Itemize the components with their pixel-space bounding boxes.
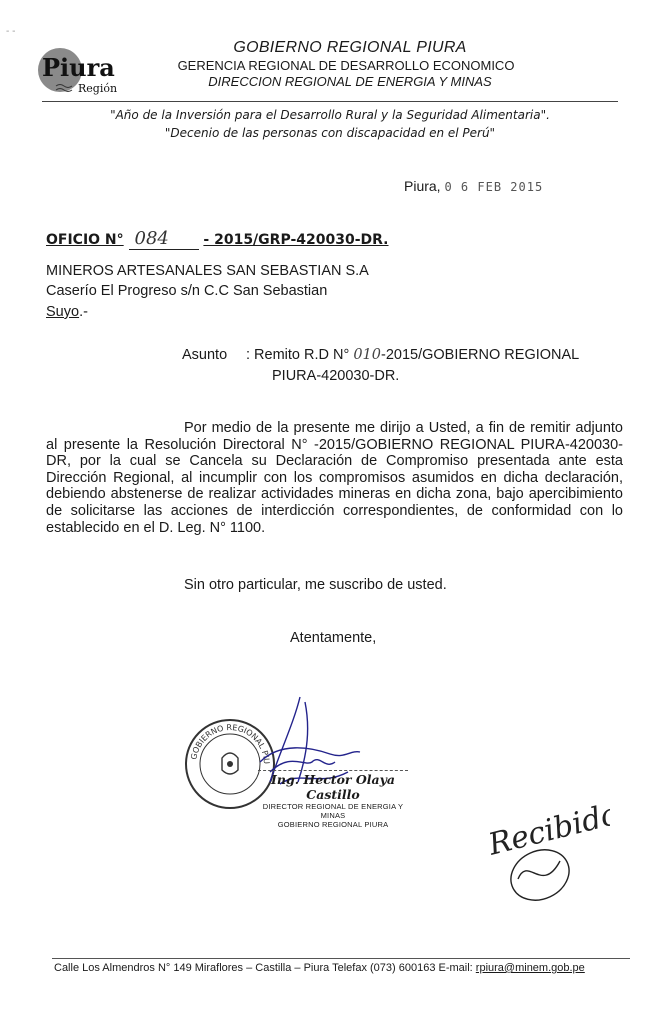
oficio-reference: - 2015/GRP-420030-DR.	[203, 232, 389, 248]
header-divider	[42, 101, 618, 102]
footer-address: Calle Los Almendros N° 149 Miraflores – Castilla – Piura Telefax (073) 600163 E-mail:	[54, 962, 473, 974]
dept-title: GERENCIA REGIONAL DE DESARROLLO ECONOMICO	[177, 58, 515, 73]
oficio-label: OFICIO N°	[46, 232, 124, 248]
seal-text: GOBIERNO REGIONAL PIU	[189, 722, 272, 765]
svg-text:Región	[78, 82, 117, 95]
office-title: DIRECCION REGIONAL DE ENERGIA Y MINAS	[208, 74, 492, 89]
received-stamp	[470, 795, 610, 915]
svg-text:Recibido	[484, 797, 610, 863]
motto-line-2: "Decenio de las personas con discapacidad en el Perú"	[164, 126, 496, 140]
footer-divider	[52, 958, 630, 959]
letter-body	[46, 420, 623, 536]
signature-block	[258, 770, 408, 829]
oficio-line	[46, 228, 389, 250]
asunto-number: 010	[353, 347, 382, 363]
asunto-label: Asunto	[182, 347, 228, 363]
signatory-org: GOBIERNO REGIONAL PIURA	[277, 820, 389, 829]
asunto-line	[182, 347, 632, 363]
signatory-title: DIRECTOR REGIONAL DE ENERGIA Y MINAS	[262, 802, 404, 820]
closing-line: Sin otro particular, me suscribo de usted.	[184, 577, 447, 593]
body-paragraph: Por medio de la presente me dirijo a Usted, a fin de remitir adjunto al presente la Resolución Directoral N° -2015/GOBIERNO REGIONAL PIURA-420030-DR, por la cual se Cancela su Declaración de Compromiso presentada ante esta Dirección Regional, al incumplir con los compromisos asumidos en dicha declaración, debiendo abstenerse de realizar actividades mineras en dicha zona, bajo apercibimiento de solicitarse las acciones de interdicción correspondientes, de conformidad con lo establecido en el D. Leg. N° 1100.	[46, 420, 623, 536]
piura-region-logo	[38, 40, 134, 98]
addressee-address: Caserío El Progreso s/n C.C San Sebastian	[46, 283, 328, 299]
logo-subtext: Región	[78, 82, 118, 95]
oficio-number: 084	[129, 228, 199, 250]
farewell: Atentamente,	[290, 630, 377, 646]
footer	[54, 962, 585, 974]
asunto-line-2: PIURA-420030-DR.	[272, 368, 400, 384]
date-stamp: 0 6 FEB 2015	[444, 180, 544, 194]
asunto-suffix: -2015/GOBIERNO REGIONAL	[381, 347, 580, 363]
motto-line-1: "Año de la Inversión para el Desarrollo Rural y la Seguridad Alimentaria".	[110, 108, 550, 122]
asunto-prefix: : Remito R.D N°	[246, 347, 350, 363]
addressee-city: Suyo	[46, 304, 80, 320]
addressee-city-line	[46, 304, 88, 320]
logo-text: Piura	[42, 53, 115, 82]
date-city: Piura,	[404, 178, 441, 194]
addressee-city-suffix: .-	[79, 304, 88, 320]
footer-email[interactable]: rpiura@minem.gob.pe	[475, 962, 585, 974]
signatory-name: Ing. Hector Olaya Castillo	[258, 770, 408, 802]
date-line	[404, 178, 543, 194]
received-text: Recibido	[485, 796, 610, 863]
addressee-name: MINEROS ARTESANALES SAN SEBASTIAN S.A	[46, 263, 369, 279]
corner-mark: - -	[6, 26, 16, 37]
org-title: GOBIERNO REGIONAL PIURA	[233, 39, 467, 56]
svg-text:Piura	[42, 53, 115, 82]
